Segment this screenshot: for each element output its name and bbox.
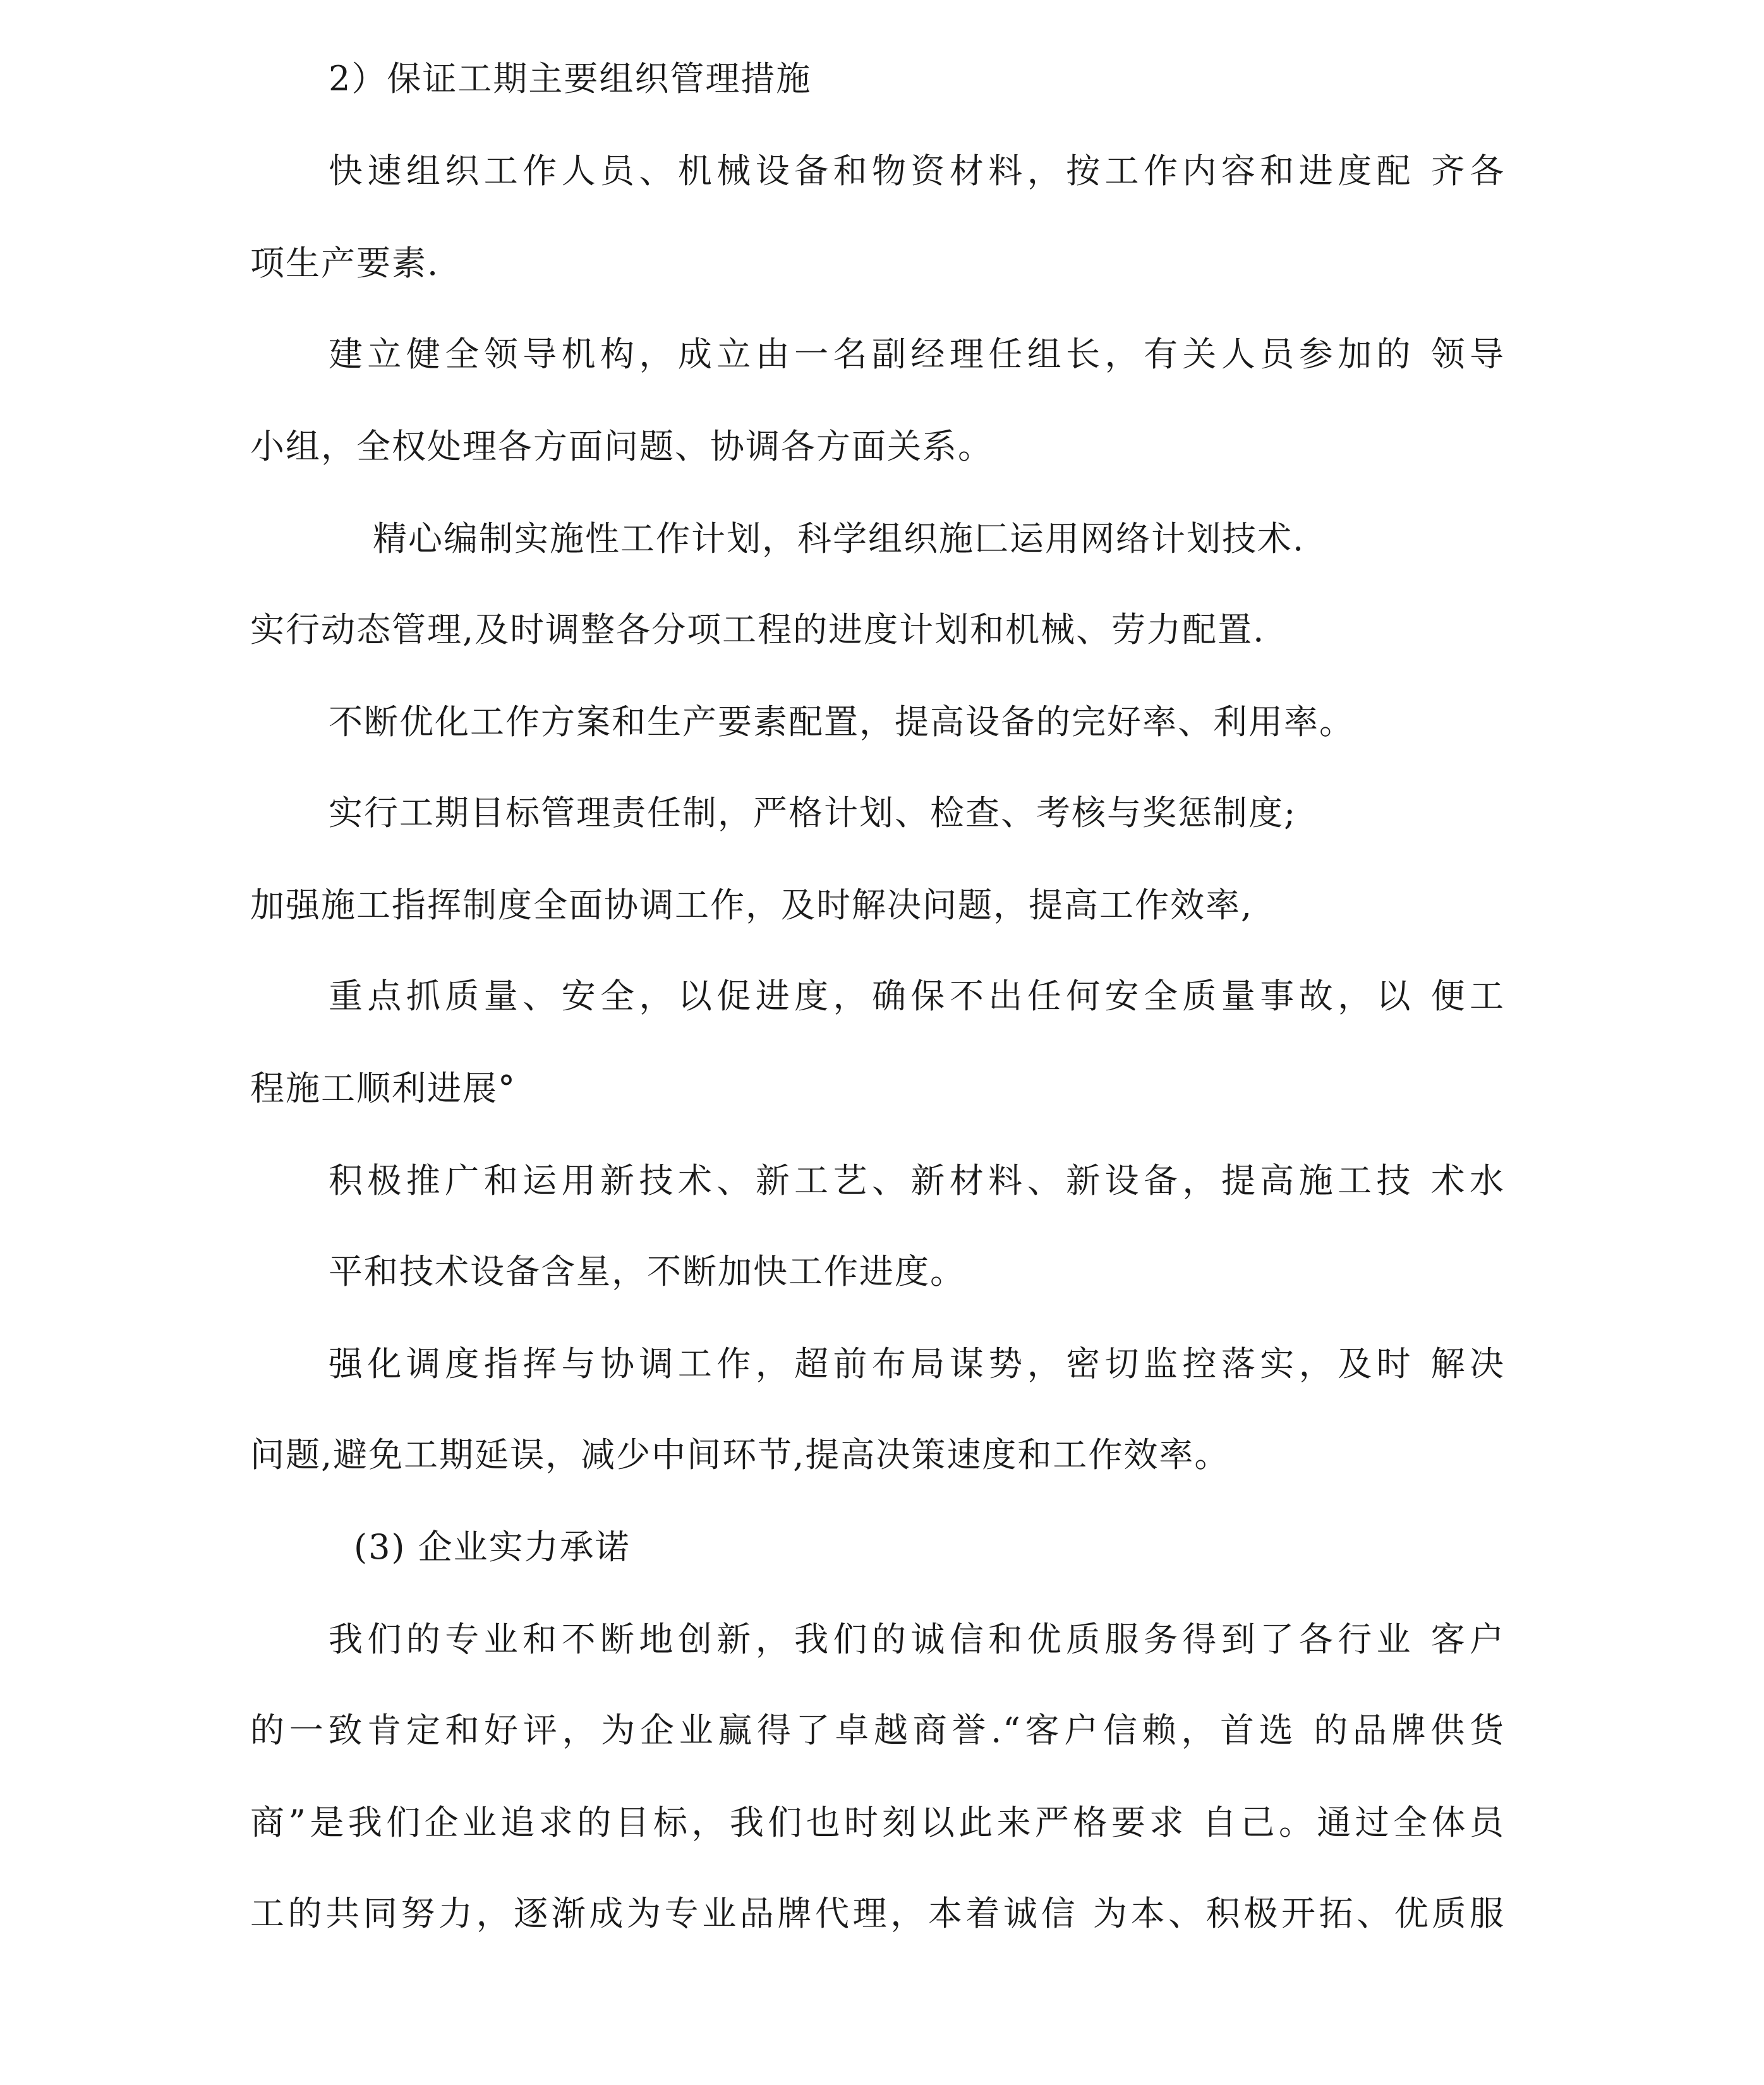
section-heading-2: 2）保证工期主要组织管理措施 <box>329 59 812 99</box>
paragraph-line: 的一致肯定和好评，为企业赢得了卓越商誉.“客户信赖，首选 的品牌供货 <box>250 1710 1505 1750</box>
paragraph-line: 工的共同努力，逐渐成为专业品牌代理，本着诚信 为本、积极开拓、优质服 <box>250 1894 1505 1933</box>
paragraph-line: 实行工期目标管理责任制，严格计划、检查、考核与奖惩制度; <box>329 793 1297 833</box>
paragraph-line: 强化调度指挥与协调工作，超前布局谋势，密切监控落实，及时 解决 <box>329 1344 1505 1384</box>
paragraph-line: 加强施工指挥制度全面协调工作，及时解决问题，提高工作效率, <box>250 885 1254 925</box>
paragraph-line: 我们的专业和不断地创新，我们的诚信和优质服务得到了各行业 客户 <box>329 1619 1505 1659</box>
paragraph-line: 重点抓质量、安全，以促进度，确保不出任何安全质量事故，以 便工 <box>329 976 1505 1016</box>
paragraph-line: 快速组织工作人员、机械设备和物资材料，按工作内容和进度配 齐各 <box>329 151 1505 191</box>
section-heading-3: (3) 企业实力承诺 <box>354 1527 631 1567</box>
paragraph-line: 实行动态管理,及时调整各分项工程的进度计划和机械、劳力配置. <box>250 610 1266 650</box>
paragraph-line: 精心编制实施性工作计划，科学组织施匚运用网络计划技术. <box>373 519 1305 559</box>
paragraph-line: 不断优化工作方案和生产要素配置，提高设备的完好率、利用率。 <box>329 702 1355 742</box>
paragraph-line: 小组，全权处理各方面问题、协调各方面关系。 <box>250 426 993 466</box>
paragraph-line: 项生产要素. <box>250 243 440 283</box>
paragraph-line: 平和技术设备含星，不断加快工作进度。 <box>329 1252 965 1291</box>
paragraph-line: 商”是我们企业追求的目标，我们也时刻以此来严格要求 自己。通过全体员 <box>250 1803 1505 1842</box>
paragraph-line: 建立健全领导机构，成立由一名副经理任组长，有关人员参加的 领导 <box>329 334 1505 374</box>
paragraph-line: 程施工顺利进展° <box>250 1068 516 1108</box>
paragraph-line: 问题,避免工期延误，减少中间环节,提高决策速度和工作效率。 <box>250 1435 1230 1475</box>
paragraph-line: 积极推广和运用新技术、新工艺、新材料、新设备，提高施工技 术水 <box>329 1161 1505 1200</box>
